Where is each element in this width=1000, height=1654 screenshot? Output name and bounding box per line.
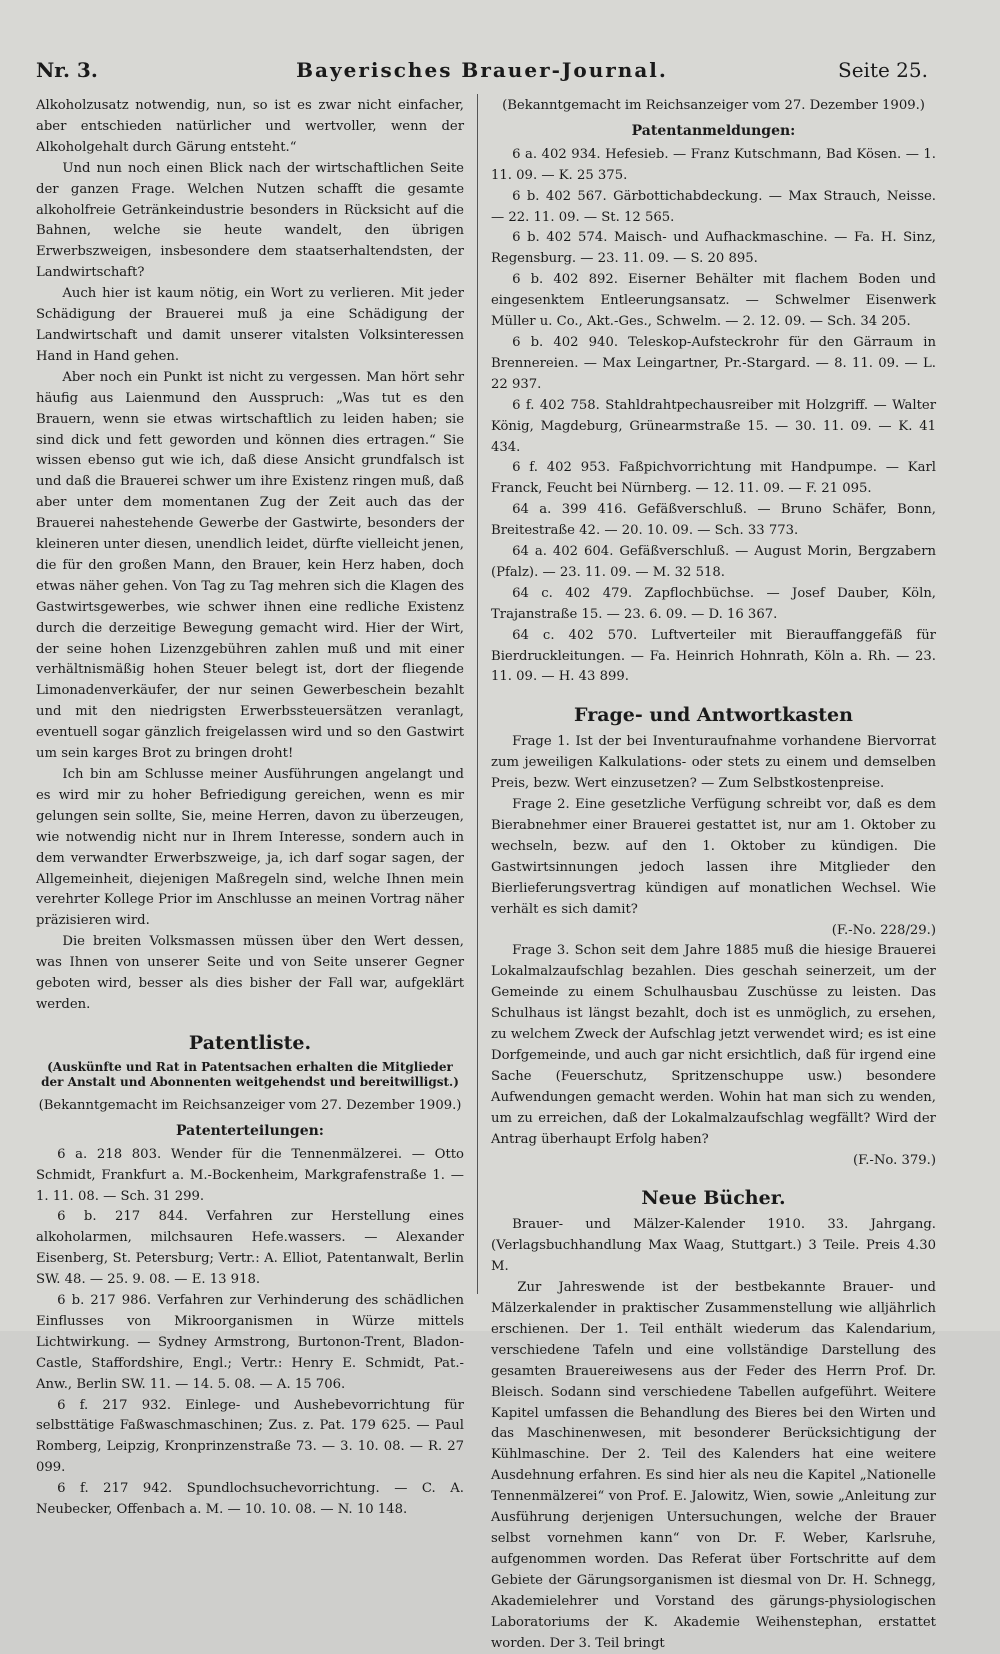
column-divider [477,94,478,1294]
section-title-patentliste: Patentliste. [188,1031,312,1054]
section-title-books: Neue Bücher. [641,1187,786,1210]
announcement: (Bekanntgemacht im Reichsanzeiger vom 27. Dezember 1909.) [502,98,925,113]
patent-entry: 6 b. 402 567. Gärbottichabdeckung. — Max Strauch, Neisse. — 22. 11. 09. — St. 12 565. [491,188,936,225]
page-header [36,58,928,88]
patent-entry: 6 a. 402 934. Hefesieb. — Franz Kutschmann, Bad Kösen. — 1. 11. 09. — K. 25 375. [491,146,936,183]
paragraph: Und nun noch einen Blick nach der wirtschaftlichen Seite der ganzen Frage. Welchen Nutzen schafft die gesamte alkoholfreie Getränkeindustrie besonders in Rücksicht auf die Bahnen, welche sie heute wandelt, den übrigen Erwerbszweigen, insbesondere dem staatserhaltendsten, der Landwirtschaft? [36,160,464,281]
patent-note: (Auskünfte und Rat in Patentsachen erhalten die Mitglieder der Anstalt und Abonnenten weitgehendst und bereitwilligst.) [41,1059,459,1089]
patent-entry: 6 b. 217 986. Verfahren zur Verhinderung des schädlichen Einflusses von Mikroorganismen in Würze mittels Lichtwirkung. — Sydney Armstrong, Burtonon-Trent, Bladon-Castle, Staffordshire, Engl.; Vertr.: Henry E. Schmidt, Pat.-Anw., Berlin SW. 11. — 14. 5. 08. — A. 15 706. [36,1293,464,1392]
patent-entry: 6 a. 218 803. Wender für die Tennenmälzerei. — Otto Schmidt, Frankfurt a. M.-Bockenheim, Markgrafenstraße 1. — 1. 11. 08. — Sch. 31 299. [36,1146,464,1204]
paragraph: Zur Jahreswende ist der bestbekannte Brauer- und Mälzerkalender in praktischer Zusammenstellung wie alljährlich erschienen. Der 1. Teil enthält wiederum das Kalendarium, verschiedene Tafeln und eine vollständige Darstellung des gesamten Brauereiwesens aus der Feder des Herrn Prof. Dr. Bleisch. Sodann sind verschiedene Tabellen aufgeführt. Weitere Kapitel umfassen die Behandlung des Bieres bei den Wirten und das Maschinenwesen, mit besonderer Berücksichtigung der Kühlmaschine. Der 2. Teil des Kalenders hat eine weitere Ausdehnung erfahren. Es sind hier als neu die Kapitel „Nationelle Tennenmälzerei“ von Prof. E. Jalowitz, Wien, sowie „Anleitung zur Ausführung derjenigen Untersuchungen, welche der Brauer selbst vornehmen kann“ von Dr. F. Weber, Karlsruhe, aufgenommen worden. Das Referat über Fortschritte auf dem Gebiete der Gärungsorganismen ist diesmal von Dr. H. Schnegg, Akademielehrer und Vorstand des gärungs-physiologischen Laboratoriums der K. Akademie Weihenstephan, erstattet worden. Der 3. Teil bringt [491,1280,936,1651]
paragraph: Ich bin am Schlusse meiner Ausführungen angelangt und es wird mir zu hoher Befriedigung gereichen, wenn es mir gelungen sein sollte, Sie, meine Herren, davon zu überzeugen, wie notwendig nicht nur in Ihrem Interesse, sondern auch in dem verwandter Erwerbszweige, ja, ich darf sogar sagen, der Allgemeinheit, diejenigen Maßregeln sind, welche Ihnen mein verehrter Kollege Prior im Anschlusse an meinen Vortrag näher präzisieren wird. [36,767,464,929]
left-column [36,96,464,1521]
patent-entry: 6 b. 217 844. Verfahren zur Herstellung eines alkoholarmen, milchsauren Hefe.wassers. — Alexander Eisenberg, St. Petersburg; Vertr.: A. Elliot, Patentanwalt, Berlin SW. 48. — 25. 9. 08. — E. 13 918. [36,1209,464,1288]
subsection-title-grants: Patenterteilungen: [176,1122,324,1139]
patent-entry: 6 b. 402 892. Eiserner Behälter mit flachem Boden und eingesenktem Entleerungsansatz. — Schwelmer Eisenwerk Müller u. Co., Akt.-Ges., Schwelm. — 2. 12. 09. — Sch. 34 205. [491,272,936,330]
patent-entry: 6 b. 402 574. Maisch- und Aufhackmaschine. — Fa. H. Sinz, Regensburg. — 23. 11. 09. — S. 20 895. [491,230,936,267]
paragraph: Auch hier ist kaum nötig, ein Wort zu verlieren. Mit jeder Schädigung der Brauerei muß ja eine Schädigung der Landwirtschaft und damit unserer vitalsten Volksinteressen Hand in Hand gehen. [36,286,464,364]
section-title-qa: Frage- und Antwortkasten [574,704,853,727]
paragraph: Aber noch ein Punkt ist nicht zu vergessen. Man hört sehr häufig aus Laienmund den Ausspruch: „Was tut es den Brauern, wenn sie etwas wirtschaftlich zu leiden haben; sie sind dick und fett geworden und können dies ertragen.“ Sie wissen ebenso gut wie ich, daß diese Ansicht grundfalsch ist und daß die Brauerei schwer um ihre Existenz ringen muß, daß aber unter dem momentanen Zug der Zeit auch das der Brauerei nahestehende Gewerbe der Gastwirte, besonders der kleineren unter diesen, unendlich leidet, dürfte vielleicht jenen, die für den großen Mann, den Brauer, kein Herz haben, doch etwas näher gehen. Von Tag zu Tag mehren sich die Klagen des Gastwirtsgewerbes, wie schwer ihnen eine redliche Existenz durch die derzeitige Bewegung gemacht wird. Hier der Wirt, der seine hohen Lizenzgebühren zahlen muß und mit einer verhältnismäßig hohen Steuer belegt ist, dort der fliegende Limonadenverkäufer, der nur seinen Gewerbeschein bezahlt und mit den niedrigsten Erwerbssteuersätzen veranlagt, eventuell sogar gänzlich freigelassen wird und so den Gastwirt um sein karges Brot zu bringen droht! [36,369,464,762]
question: Frage 3. Schon seit dem Jahre 1885 muß die hiesige Brauerei Lokalmalzaufschlag bezahlen. Dies geschah seinerzeit, um der Gemeinde zu einem Schulhausbau Zuschüsse zu leisten. Das Schulhaus ist längst bezahlt, doch ist es unmöglich, zu ersehen, zu welchem Zweck der Aufschlag jetzt verwendet wird; es ist eine Dorfgemeinde, und auch gar nicht ersichtlich, daß für irgend eine Sache (Feuerschutz, Spritzenschuppe usw.) besondere Aufwendungen gemacht werden. Wohin hat man sich zu wenden, um zu erreichen, daß der Lokalmalzaufschlag wegfällt? Wird der Antrag überhaupt Erfolg haben? [491,943,936,1147]
announcement: (Bekanntgemacht im Reichsanzeiger vom 27. Dezember 1909.) [38,1097,462,1113]
question-ref: (F.-No. 228/29.) [831,922,936,938]
journal-title: Bayerisches Brauer-Journal. [296,58,668,82]
issue-number: Nr. 3. [36,58,98,82]
patent-entry: 6 f. 402 953. Faßpichvorrichtung mit Handpumpe. — Karl Franck, Feucht bei Nürnberg. — 12. 11. 09. — F. 21 095. [491,460,936,497]
book-entry: Brauer- und Mälzer-Kalender 1910. 33. Jahrgang. (Verlagsbuchhandlung Max Waag, Stuttgart.) 3 Teile. Preis 4.30 M. [491,1217,936,1275]
patent-entry: 64 a. 399 416. Gefäßverschluß. — Bruno Schäfer, Bonn, Breitestraße 42. — 20. 10. 09. — Sch. 33 773. [491,502,936,539]
question-ref: (F.-No. 379.) [852,1152,936,1168]
patent-entry: 64 c. 402 479. Zapflochbüchse. — Josef Dauber, Köln, Trajanstraße 15. — 23. 6. 09. — D. 16 367. [491,585,936,622]
question: Frage 2. Eine gesetzliche Verfügung schreibt vor, daß es dem Bierabnehmer einer Brauerei gestattet ist, nur am 1. Oktober zu wechseln, bezw. auf den 1. Oktober zu kündigen. Die Gastwirtsinnungen jedoch lassen ihre Mitglieder den Bierlieferungsvertrag kündigen auf monatlichen Wechsel. Wie verhält es sich damit? [491,797,936,917]
patent-entry: 6 f. 402 758. Stahldrahtpechausreiber mit Holzgriff. — Walter König, Magdeburg, Grünearmstraße 15. — 30. 11. 09. — K. 41 434. [491,397,936,455]
patent-entry: 6 b. 402 940. Teleskop-Aufsteckrohr für den Gärraum in Brennereien. — Max Leingartner, Pr.-Stargard. — 8. 11. 09. — L. 22 937. [491,334,936,392]
page-number: Seite 25. [838,58,928,82]
patent-entry: 6 f. 217 942. Spundlochsuchevorrichtung. — C. A. Neubecker, Offenbach a. M. — 10. 10. 08. — N. 10 148. [36,1481,464,1518]
paragraph: Die breiten Volksmassen müssen über den Wert dessen, was Ihnen von unserer Seite und von Seite unserer Gegner geboten wird, besser als dies bisher der Fall war, aufgeklärt werden. [36,934,464,1012]
patent-entry: 64 c. 402 570. Luftverteiler mit Bierauffanggefäß für Bierdruckleitungen. — Fa. Heinrich Hohnrath, Köln a. Rh. — 23. 11. 09. — H. 43 899. [491,627,936,685]
subsection-title-applications: Patentanmeldungen: [631,122,796,139]
right-column [491,96,936,1654]
patent-entry: 6 f. 217 932. Einlege- und Aushebevorrichtung für selbsttätige Faßwaschmaschinen; Zus. z. Pat. 179 625. — Paul Romberg, Leipzig, Kronprinzenstraße 73. — 3. 10. 08. — R. 27 099. [36,1397,464,1476]
patent-entry: 64 a. 402 604. Gefäßverschluß. — August Morin, Bergzabern (Pfalz). — 23. 11. 09. — M. 32 518. [491,544,936,580]
question: Frage 1. Ist der bei Inventuraufnahme vorhandene Biervorrat zum jeweiligen Kalkulations- oder stets zu einem und demselben Preis, bezw. Wert einzusetzen? — Zum Selbstkostenpreise. [491,734,936,792]
paragraph: Alkoholzusatz notwendig, nun, so ist es zwar nicht einfacher, aber entschieden natürlicher und wertvoller, wenn der Alkoholgehalt durch Gärung entsteht.“ [36,98,464,155]
